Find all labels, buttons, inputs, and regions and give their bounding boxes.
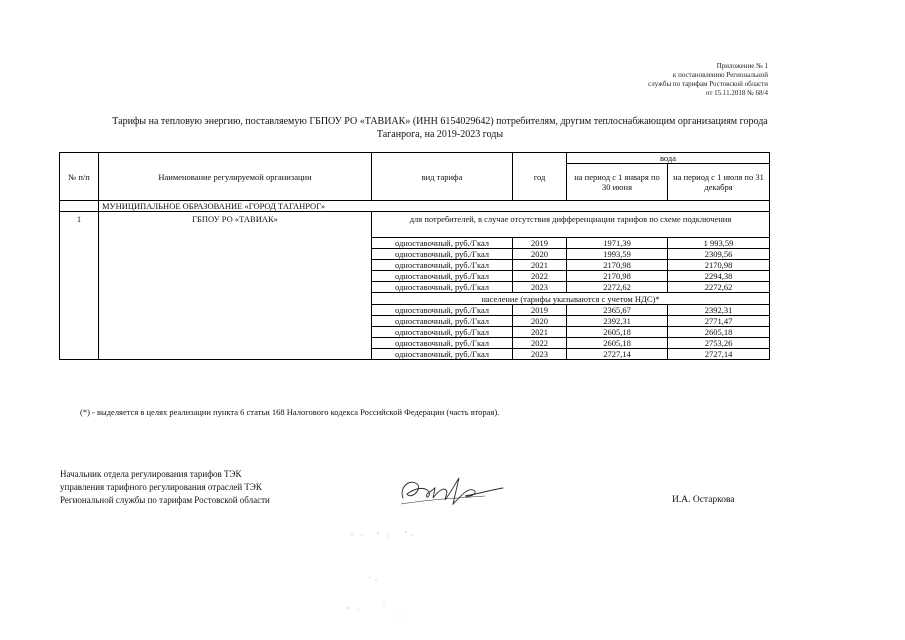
municipality-name: МУНИЦИПАЛЬНОЕ ОБРАЗОВАНИЕ «ГОРОД ТАГАНРОГ» <box>99 201 770 212</box>
tariff-type-cell: одноставочный, руб./Гкал <box>372 238 513 249</box>
scan-specks <box>340 520 460 630</box>
tariff-type-cell: одноставочный, руб./Гкал <box>372 316 513 327</box>
title-line-1: Тарифы на тепловую энергию, поставляемую ГБПОУ РО «ТАВИАК» (ИНН 6154029642) потребителям, другим теплоснабжающим организациям города <box>112 116 768 127</box>
period-1-value: 2170,98 <box>567 271 668 282</box>
handwritten-signature <box>395 470 515 510</box>
tariff-type-cell: одноставочный, руб./Гкал <box>372 282 513 293</box>
period-2-value: 1 993,59 <box>668 238 770 249</box>
year-cell: 2023 <box>513 349 567 360</box>
header-year: год <box>513 153 567 201</box>
header-num: № п/п <box>60 153 99 201</box>
signature-block <box>60 468 270 507</box>
period-1-value: 2365,67 <box>567 305 668 316</box>
tariff-type-cell: одноставочный, руб./Гкал <box>372 271 513 282</box>
group-label: для потребителей, в случае отсутствия дифференциации тарифов по схеме подключения <box>372 212 770 238</box>
period-1-value: 2727,14 <box>567 349 668 360</box>
period-2-value: 2309,56 <box>668 249 770 260</box>
period-1-value: 2605,18 <box>567 338 668 349</box>
year-cell: 2019 <box>513 238 567 249</box>
year-cell: 2021 <box>513 327 567 338</box>
header-period-2: на период с 1 июля по 31 декабря <box>668 164 770 201</box>
year-cell: 2023 <box>513 282 567 293</box>
period-1-value: 2170,98 <box>567 260 668 271</box>
tariff-type-cell: одноставочный, руб./Гкал <box>372 349 513 360</box>
period-2-value: 2771,47 <box>668 316 770 327</box>
year-cell: 2020 <box>513 249 567 260</box>
position-line-3: Региональной службы по тарифам Ростовской области <box>60 495 270 505</box>
period-2-value: 2392,31 <box>668 305 770 316</box>
period-1-value: 1971,39 <box>567 238 668 249</box>
header-org: Наименование регулируемой организации <box>99 153 372 201</box>
document-title <box>60 115 820 141</box>
period-1-value: 2272,62 <box>567 282 668 293</box>
position-line-2: управления тарифного регулирования отраслей ТЭК <box>60 482 262 492</box>
row-number: 1 <box>60 212 99 360</box>
period-1-value: 2392,31 <box>567 316 668 327</box>
period-2-value: 2294,38 <box>668 271 770 282</box>
tariff-type-cell: одноставочный, руб./Гкал <box>372 249 513 260</box>
period-2-value: 2753,26 <box>668 338 770 349</box>
period-2-value: 2170,98 <box>668 260 770 271</box>
appendix-reference <box>548 62 768 98</box>
year-cell: 2020 <box>513 316 567 327</box>
signer-name: И.А. Остаркова <box>672 495 735 505</box>
period-1-value: 1993,59 <box>567 249 668 260</box>
header-period-1: на период с 1 января по 30 июня <box>567 164 668 201</box>
appendix-line-2: к постановлению Региональной <box>672 71 768 79</box>
appendix-line-4: от 15.11.2018 № 68/4 <box>705 89 768 97</box>
municipality-num-cell <box>60 201 99 212</box>
group-label: население (тарифы указываются с учетом НДС)* <box>372 293 770 305</box>
tariff-type-cell: одноставочный, руб./Гкал <box>372 338 513 349</box>
tariff-type-cell: одноставочный, руб./Гкал <box>372 327 513 338</box>
period-2-value: 2272,62 <box>668 282 770 293</box>
municipality-row <box>60 201 770 212</box>
group-row <box>60 212 770 238</box>
period-2-value: 2605,18 <box>668 327 770 338</box>
header-tariff-type: вид тарифа <box>372 153 513 201</box>
year-cell: 2022 <box>513 271 567 282</box>
appendix-line-3: службы по тарифам Ростовской области <box>648 80 768 88</box>
appendix-line-1: Приложение № 1 <box>716 62 768 70</box>
title-line-2: Таганрога, на 2019-2023 годы <box>376 129 504 140</box>
year-cell: 2022 <box>513 338 567 349</box>
header-row <box>60 153 770 164</box>
position-line-1: Начальник отдела регулирования тарифов ТЭК <box>60 469 242 479</box>
tariff-type-cell: одноставочный, руб./Гкал <box>372 260 513 271</box>
tariff-type-cell: одноставочный, руб./Гкал <box>372 305 513 316</box>
organization-name: ГБПОУ РО «ТАВИАК» <box>99 212 372 360</box>
header-water: вода <box>567 153 770 164</box>
footnote: (*) - выделяется в целях реализации пункта 6 статьи 168 Налогового кодекса Российской Федерации (часть вторая). <box>80 407 500 417</box>
period-1-value: 2605,18 <box>567 327 668 338</box>
year-cell: 2019 <box>513 305 567 316</box>
period-2-value: 2727,14 <box>668 349 770 360</box>
year-cell: 2021 <box>513 260 567 271</box>
tariff-table <box>59 152 770 360</box>
